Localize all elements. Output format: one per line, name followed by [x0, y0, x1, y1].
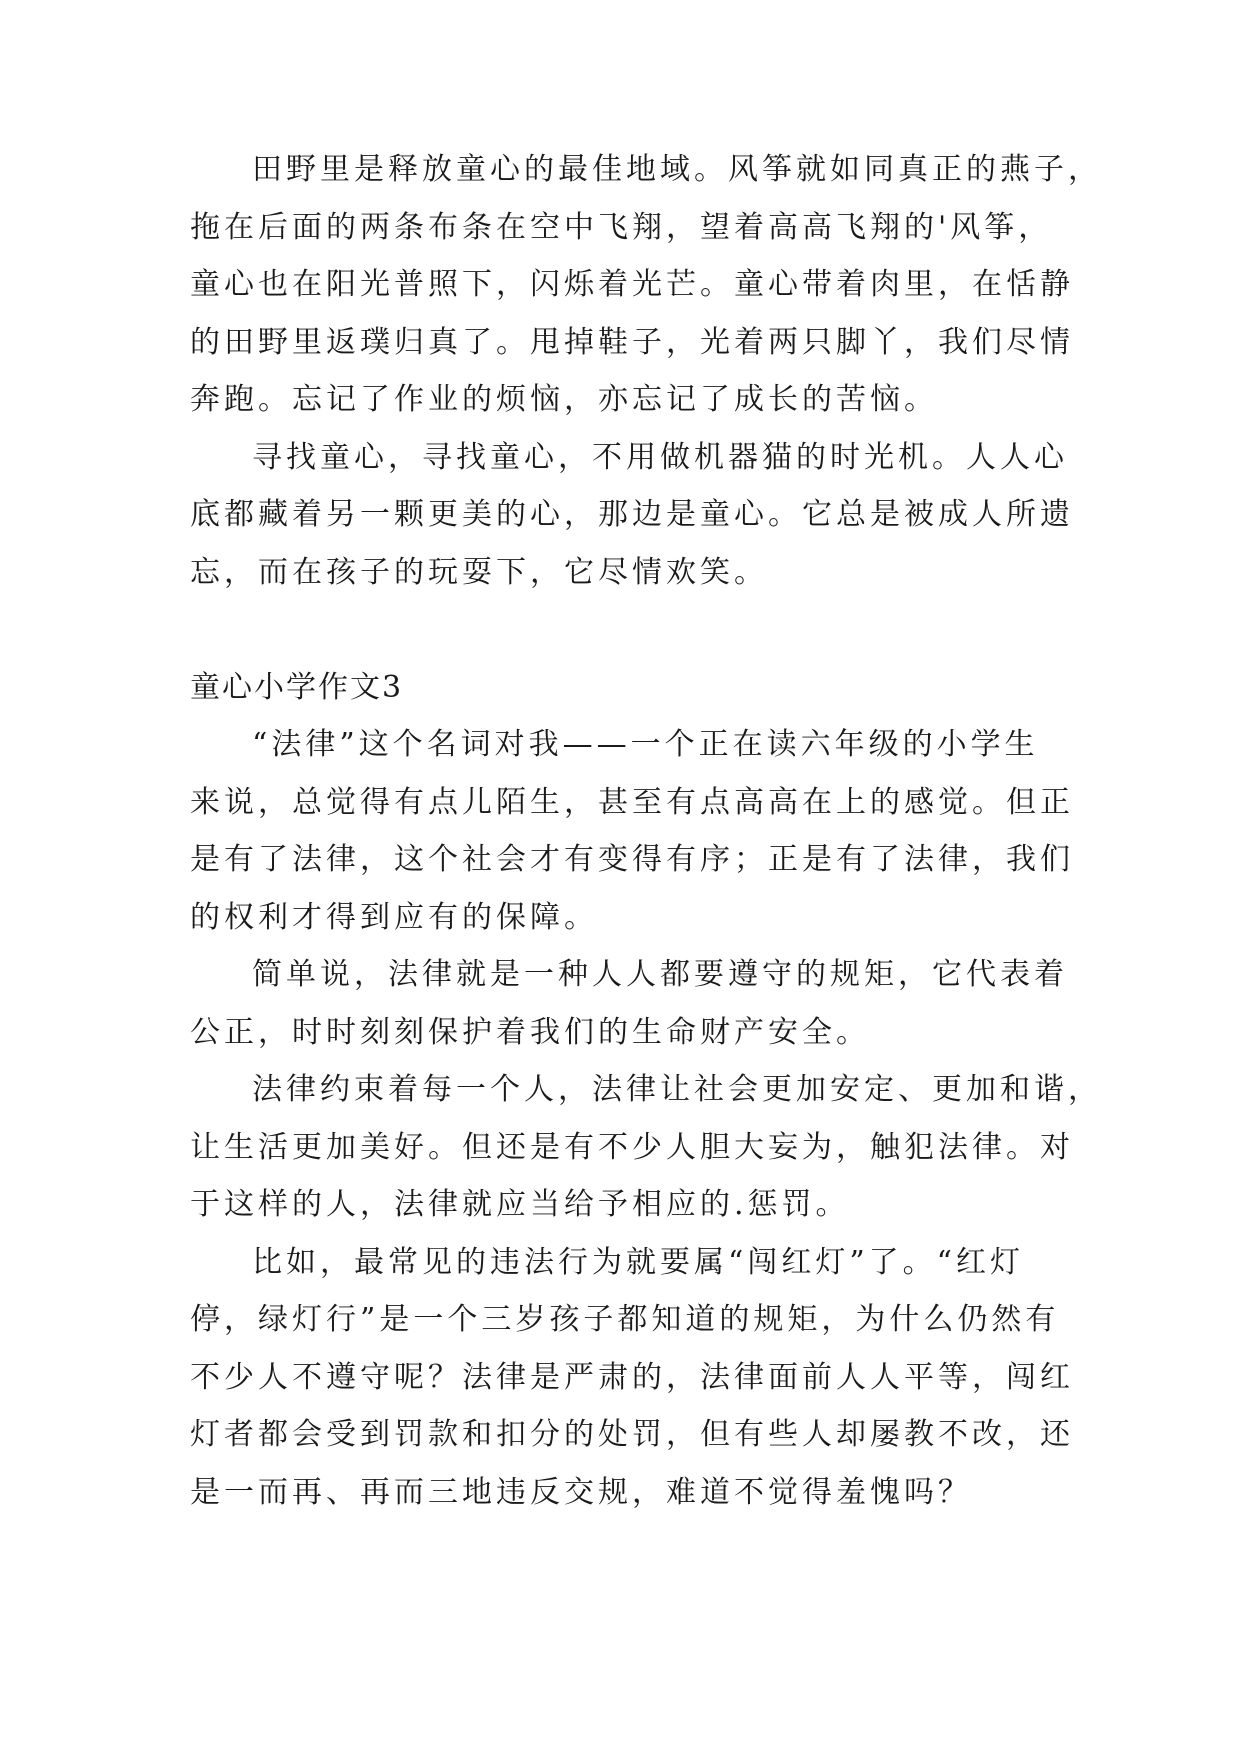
- paragraph-line: 是一而再、再而三地违反交规，难道不觉得羞愧吗？: [190, 1475, 972, 1510]
- paragraph-line: “法律”这个名词对我——一个正在读六年级的小学生: [252, 727, 1039, 762]
- paragraph-line: 简单说，法律就是一种人人都要遵守的规矩，它代表着: [252, 957, 1068, 992]
- paragraph-line: 来说，总觉得有点儿陌生，甚至有点高高在上的感觉。但正: [190, 785, 1074, 820]
- paragraph-line: 不少人不遵守呢？法律是严肃的，法律面前人人平等，闯红: [190, 1360, 1074, 1395]
- paragraph-line: 法律约束着每一个人，法律让社会更加安定、更加和谐，: [252, 1072, 1102, 1107]
- paragraph-line: 童心也在阳光普照下，闪烁着光芒。童心带着肉里，在恬静: [190, 267, 1074, 302]
- paragraph-line: 让生活更加美好。但还是有不少人胆大妄为，触犯法律。对: [190, 1130, 1074, 1165]
- paragraph-line: 是有了法律，这个社会才有变得有序；正是有了法律，我们: [190, 842, 1074, 877]
- paragraph-line: 拖在后面的两条布条在空中飞翔，望着高高飞翔的'风筝，: [190, 210, 1053, 245]
- paragraph-line: 底都藏着另一颗更美的心，那边是童心。它总是被成人所遗: [190, 497, 1074, 532]
- paragraph-line: 公正，时时刻刻保护着我们的生命财产安全。: [190, 1015, 870, 1050]
- paragraph-line: 田野里是释放童心的最佳地域。风筝就如同真正的燕子，: [252, 152, 1102, 187]
- paragraph-line: 的田野里返璞归真了。甩掉鞋子，光着两只脚丫，我们尽情: [190, 325, 1074, 360]
- paragraph-line: 于这样的人，法律就应当给予相应的.惩罚。: [190, 1187, 850, 1222]
- paragraph-line: 灯者都会受到罚款和扣分的处罚，但有些人却屡教不改，还: [190, 1417, 1074, 1452]
- paragraph-line: 寻找童心，寻找童心，不用做机器猫的时光机。人人心: [252, 440, 1068, 475]
- paragraph-line: 忘，而在孩子的玩耍下，它尽情欢笑。: [190, 555, 768, 590]
- paragraph-line: 奔跑。忘记了作业的烦恼，亦忘记了成长的苦恼。: [190, 382, 938, 417]
- paragraph-line: 比如，最常见的违法行为就要属“闯红灯”了。“红灯: [252, 1245, 1025, 1280]
- paragraph-line: 停，绿灯行”是一个三岁孩子都知道的规矩，为什么仍然有: [190, 1302, 1060, 1337]
- paragraph-line: 的权利才得到应有的保障。: [190, 900, 598, 935]
- section-heading: 童心小学作文3: [190, 670, 404, 705]
